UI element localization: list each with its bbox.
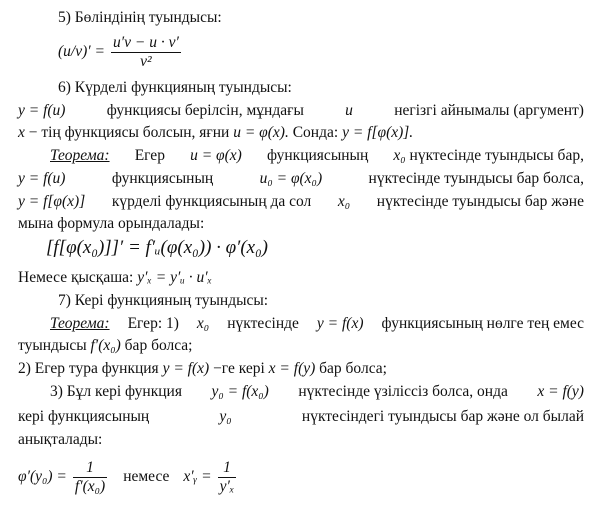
text: күрделі функциясының да сол xyxy=(111,193,312,210)
inverse-fraction-2 xyxy=(218,459,237,496)
quotient-rule-formula xyxy=(58,28,183,76)
s6-theorem-line-4: мына формула орындалады: xyxy=(18,215,205,232)
text: бар болса; xyxy=(319,360,387,377)
var-x0: x₀ xyxy=(196,315,210,332)
fraction-denominator: f′(x₀) xyxy=(74,477,106,495)
text: −ге кері xyxy=(213,360,265,377)
section-5-heading: 5) Бөліндінің туындысы: xyxy=(58,9,222,26)
formula: u = φ(x) xyxy=(190,147,242,164)
theorem-label: Теорема: xyxy=(50,147,110,164)
formula: f′(x₀) xyxy=(90,337,121,354)
text: нүктесіндегі туындысы бар және ол былай xyxy=(301,408,584,425)
text: кері функциясының xyxy=(18,408,150,425)
text: функциясының нөлге тең емес xyxy=(381,315,584,332)
text: − тің функциясы болсын, яғни xyxy=(28,124,230,141)
fraction-numerator: 1 xyxy=(218,459,237,478)
s7-theorem-line-3 xyxy=(18,359,387,379)
text: функциясы берілсін, мұндағы xyxy=(106,102,304,119)
s6-theorem-line-1 xyxy=(50,146,584,166)
s6-para-line-2 xyxy=(18,123,413,143)
formula-y-fu: y = f(u) xyxy=(18,102,66,119)
quotient-lhs: (u/v)′ = xyxy=(58,43,105,60)
text: Егер xyxy=(134,147,165,164)
var-x0: x₀ xyxy=(393,147,406,164)
text: нүктесінде туындысы бар, xyxy=(409,147,584,164)
s7-theorem-line-4 xyxy=(50,382,584,402)
formula-composite: y = f[φ(x)]. xyxy=(342,124,414,141)
fraction-numerator: 1 xyxy=(73,459,107,478)
text: нүктесінде туындысы бар болса, xyxy=(368,170,584,187)
formula: y₀ = f(x₀) xyxy=(211,383,269,400)
short-form-line xyxy=(18,268,212,288)
formula-u-phi: u = φ(x). xyxy=(233,124,289,141)
text: Сонда: xyxy=(292,124,339,141)
formula: y = f(u) xyxy=(18,170,66,187)
s7-theorem-line-5 xyxy=(18,407,584,427)
text: нүктесінде туындысы бар және xyxy=(376,193,584,210)
text: бар болса; xyxy=(124,337,193,354)
text: Немесе қысқаша: xyxy=(18,269,134,286)
text: нүктесінде xyxy=(227,315,299,332)
formula: x = f(y) xyxy=(268,360,316,377)
formula: x = f(y) xyxy=(537,383,584,400)
quotient-denominator: v² xyxy=(140,52,152,70)
quotient-numerator: u′v − u · v′ xyxy=(112,33,179,51)
text: немесе xyxy=(123,468,170,485)
text: негізгі айнымалы (аргумент) xyxy=(394,102,584,119)
text: 3) Бұл кері функция xyxy=(50,383,182,400)
inverse-lhs-2: x′ᵧ = xyxy=(183,468,212,485)
s6-theorem-line-3 xyxy=(18,192,584,212)
inverse-lhs: φ′(y₀) = xyxy=(18,468,67,485)
inverse-rule-formula xyxy=(18,452,238,502)
section-7-heading: 7) Кері функцияның туындысы: xyxy=(58,292,269,309)
section-6-heading: 6) Күрделі функцияның туындысы: xyxy=(58,79,292,96)
s7-theorem-line-2 xyxy=(18,336,192,356)
inverse-fraction-1 xyxy=(73,459,107,496)
text: функциясының xyxy=(111,170,214,187)
formula: y = f(x) xyxy=(316,315,364,332)
fraction-denominator: y′ₓ xyxy=(219,477,235,495)
text: 2) Егер тура функция xyxy=(18,360,159,377)
s7-theorem-line-6: анықталады: xyxy=(18,431,103,448)
var-x0: x₀ xyxy=(337,193,351,210)
var-u: u xyxy=(345,102,353,119)
chain-rule-formula: [f[φ(x₀)]]′ = f′ᵤ(φ(x₀)) · φ′(x₀) xyxy=(46,237,269,258)
s6-theorem-line-2 xyxy=(18,169,584,189)
text: функциясының xyxy=(266,147,369,164)
quotient-fraction xyxy=(111,34,181,71)
formula: u₀ = φ(x₀) xyxy=(259,170,323,187)
short-formula: y′ₓ = y′ᵤ · u′ₓ xyxy=(137,269,213,286)
text: Егер: 1) xyxy=(127,315,179,332)
var-y0: y₀ xyxy=(219,408,232,425)
formula: y = f(x) xyxy=(162,360,210,377)
theorem-label: Теорема: xyxy=(50,315,110,332)
s6-para-line-1 xyxy=(18,101,584,121)
text: нүктесінде үзіліссіз болса, онда xyxy=(298,383,508,400)
var-x: x xyxy=(18,124,25,141)
text: туындысы xyxy=(18,337,87,354)
formula: y = f[φ(x)] xyxy=(18,193,86,210)
s7-theorem-line-1 xyxy=(50,314,584,334)
